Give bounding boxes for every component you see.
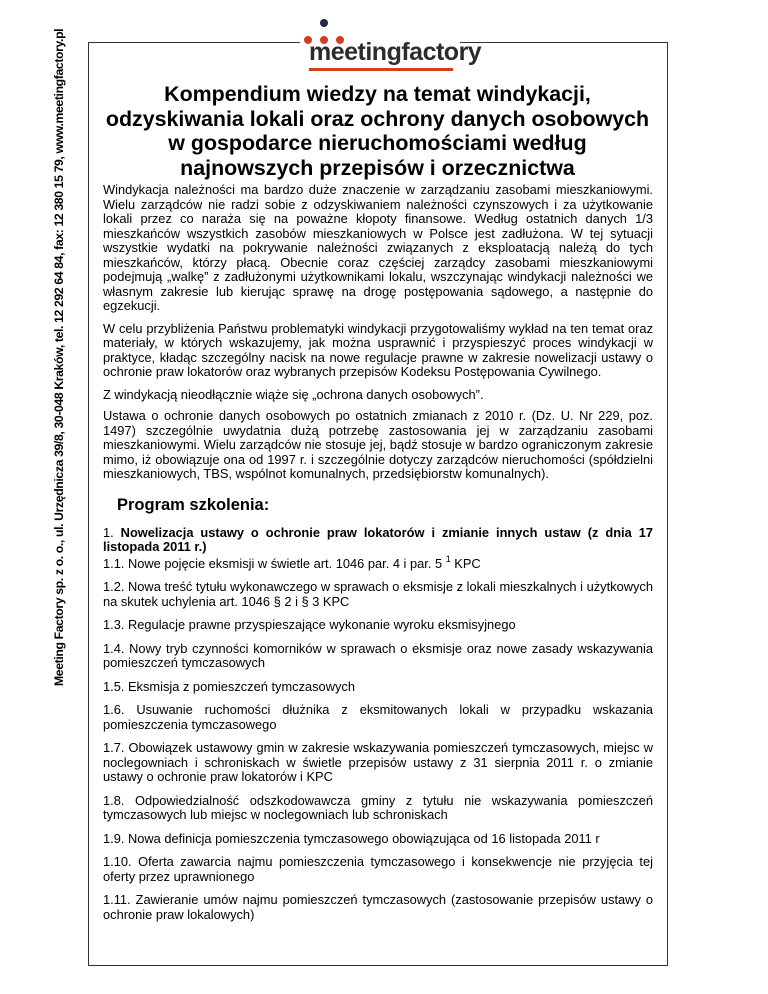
intro-paragraph-1: Windykacja należności ma bardzo duże znaczenie w zarządzaniu zasobami mieszkaniowymi. Wielu zarządców nie radzi sobie z odzyskiwaniem należności czynszowych i za użytkowanie lokali przez co naraża się na poważne kłopoty finansowe. Według ostatnich danych 1/3 mieszkańców wszystkich zasobów mieszkaniowych w Polsce jest zadłużona. W tej sytuacji wszystkie wydatki na pokrywanie należności związanych z eksploatacją należą do tych mieszkańców, którzy płacą. Obecnie coraz częściej zarządcy zasobami mieszkaniowymi podejmują „walkę” z zadłużonymi użytkownikami lokalu, wszczynając windykacji należności we własnym zakresie lub kierując sprawę na drogę postępowania sądowego, a następnie do egzekucji. xyxy=(103,182,653,313)
item-text: 1.1. Nowe pojęcie eksmisji w świetle art. 1046 par. 4 i par. 5 xyxy=(103,555,443,571)
document-body xyxy=(103,183,653,931)
section-number: 1. xyxy=(103,524,121,540)
program-item: 1.6. Usuwanie ruchomości dłużnika z eksmitowanych lokali w przypadku wskazania pomieszczenia tymczasowego xyxy=(103,702,653,732)
program-item: 1.3. Regulacje prawne przyspieszające wykonanie wyroku eksmisyjnego xyxy=(103,617,516,632)
program-item: 1.2. Nowa treść tytułu wykonawczego w sprawach o eksmisje z lokali mieszkalnych i użytkowych na skutek uchylenia art. 1046 § 2 i § 3 KPC xyxy=(103,579,653,609)
logo-wordmark: meetingfactory xyxy=(309,38,482,66)
intro-paragraph-2: W celu przybliżenia Państwu problematyki windykacji przygotowaliśmy wykład na ten temat oraz materiały, w których wskazujemy, jak można usprawnić i przyspieszyć proces windykacji w praktyce, kładąc szczególny nacisk na nowe regulacje prawne w zakresie nowelizacji ustawy o ochronie praw lokatorów oraz wybranych przepisów Kodeksu Postępowania Cywilnego. xyxy=(103,320,653,379)
logo-underline xyxy=(309,68,453,71)
program-item: 1.5. Eksmisja z pomieszczeń tymczasowych xyxy=(103,678,355,694)
program-heading: Program szkolenia: xyxy=(117,495,270,514)
program-item: 1.11. Zawieranie umów najmu pomieszczeń tymczasowych (zastosowanie przepisów ustawy o ochronie praw lokalowych) xyxy=(103,892,653,922)
program-item: 1.10. Oferta zawarcia najmu pomieszczenia tymczasowego i konsekwencje nie przyjęcia tej oferty przez uprawnionego xyxy=(103,854,653,884)
program-item xyxy=(103,553,653,572)
program-item: 1.4. Nowy tryb czynności komorników w sprawach o eksmisje oraz nowe zasady wskazywania pomieszczeń tymczasowych xyxy=(103,640,653,670)
item-superscript: 1 xyxy=(445,553,451,564)
meetingfactory-logo xyxy=(300,10,482,74)
company-contact-sidebar: Meeting Factory sp. z o. o., ul. Urzędnicza 39/8, 30-048 Kraków, tel. 12 292 64 84, fax: 12 380 15 79, www.meetingfactory.pl xyxy=(52,28,66,686)
item-suffix: KPC xyxy=(450,555,481,571)
intro-paragraph-3: Z windykacją nieodłącznie wiąże się „ochrona danych osobowych”. xyxy=(103,386,484,402)
program-item: 1.7. Obowiązek ustawowy gmin w zakresie wskazywania pomieszczeń tymczasowych, miejsc w noclegowniach i schroniskach w świetle przepisów ustawy z 31 sierpnia 2011 r. o zmianie ustawy o ochronie praw lokatorów i KPC xyxy=(103,740,653,784)
document-title: Kompendium wiedzy na temat windykacji, odzyskiwania lokali oraz ochrony danych osobowych w gospodarce nieruchomościami według najnowszych przepisów i orzecznictwa xyxy=(105,82,650,180)
program-item: 1.8. Odpowiedzialność odszkodowawcza gminy z tytułu nie wskazywania pomieszczeń tymczasowych lub miejsc w noclegowniach lub schroniskach xyxy=(103,792,653,822)
program-item: 1.9. Nowa definicja pomieszczenia tymczasowego obowiązująca od 16 listopada 2011 r xyxy=(103,830,600,846)
program-section-1-title xyxy=(103,526,653,555)
section-title: Nowelizacja ustawy o ochronie praw lokatorów i zmianie innych ustaw (z dnia 17 listopada 2011 r.) xyxy=(103,524,654,554)
intro-paragraph-4: Ustawa o ochronie danych osobowych po ostatnich zmianach z 2010 r. (Dz. U. Nr 229, poz. 1497) szczególnie uwydatnia dużą potrzebę zastosowania jej w zarządzaniu zasobami mieszkaniowymi. Wielu zarządców nie stosuje jej, bądź stosuje w bardzo ograniczonym zakresie mimo, iż obowiązuje ona od 1997 r. i szczególnie dotyczy zarządców nieruchomości (spółdzielni mieszkaniowych, TBS, wspólnot komunalnych, przedsiębiorstw komunalnych). xyxy=(103,408,653,481)
